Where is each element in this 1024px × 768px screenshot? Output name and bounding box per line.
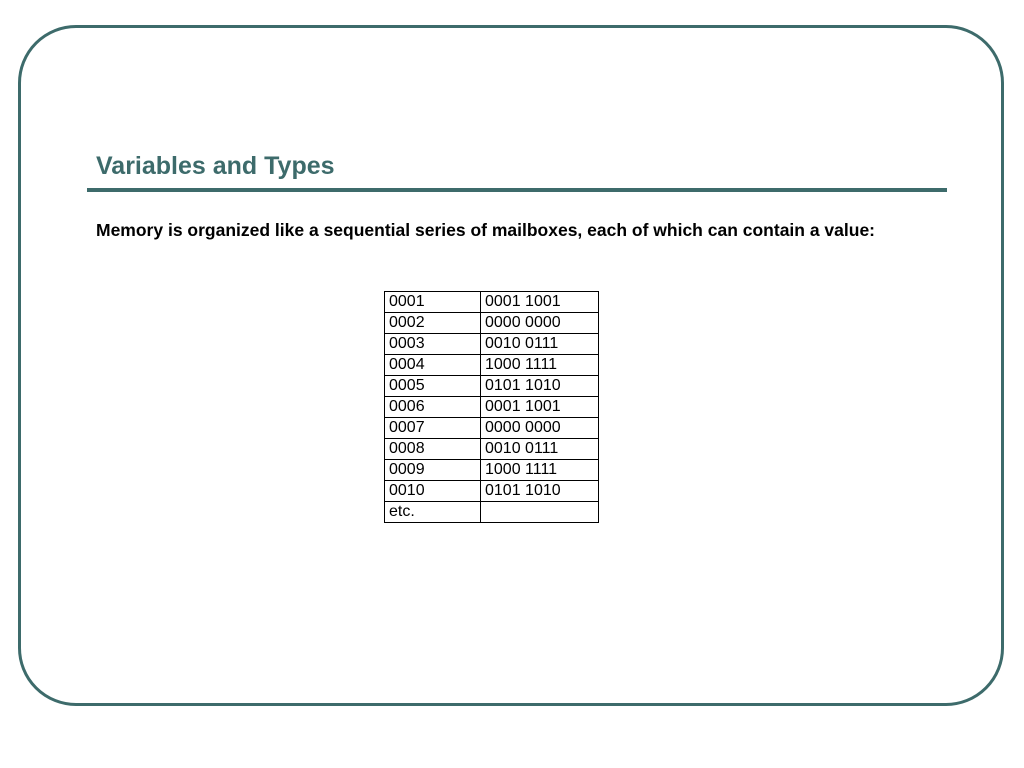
address-cell: 0010 [385,481,481,502]
address-cell: 0003 [385,334,481,355]
table-row [385,502,599,523]
table-row [385,355,599,376]
address-cell: 0002 [385,313,481,334]
table-row [385,334,599,355]
table-row [385,376,599,397]
address-cell: 0009 [385,460,481,481]
value-cell: 0001 1001 [481,292,599,313]
table-row [385,313,599,334]
address-cell: 0005 [385,376,481,397]
address-cell: 0007 [385,418,481,439]
value-cell: 1000 1111 [481,355,599,376]
value-cell: 0000 0000 [481,313,599,334]
address-cell: 0004 [385,355,481,376]
table-row [385,292,599,313]
value-cell: 0010 0111 [481,334,599,355]
table-row [385,397,599,418]
address-cell: 0001 [385,292,481,313]
table-row [385,481,599,502]
memory-table [384,291,599,523]
value-cell [481,502,599,523]
address-cell: 0008 [385,439,481,460]
value-cell: 0101 1010 [481,481,599,502]
value-cell: 0000 0000 [481,418,599,439]
table-row [385,439,599,460]
address-cell: etc. [385,502,481,523]
address-cell: 0006 [385,397,481,418]
value-cell: 0101 1010 [481,376,599,397]
table-row [385,418,599,439]
memory-table-body [385,292,599,523]
value-cell: 1000 1111 [481,460,599,481]
title-divider [87,188,947,192]
value-cell: 0001 1001 [481,397,599,418]
slide-title: Variables and Types [96,152,335,180]
body-text: Memory is organized like a sequential series of mailboxes, each of which can contain a value: [96,220,876,240]
value-cell: 0010 0111 [481,439,599,460]
table-row [385,460,599,481]
